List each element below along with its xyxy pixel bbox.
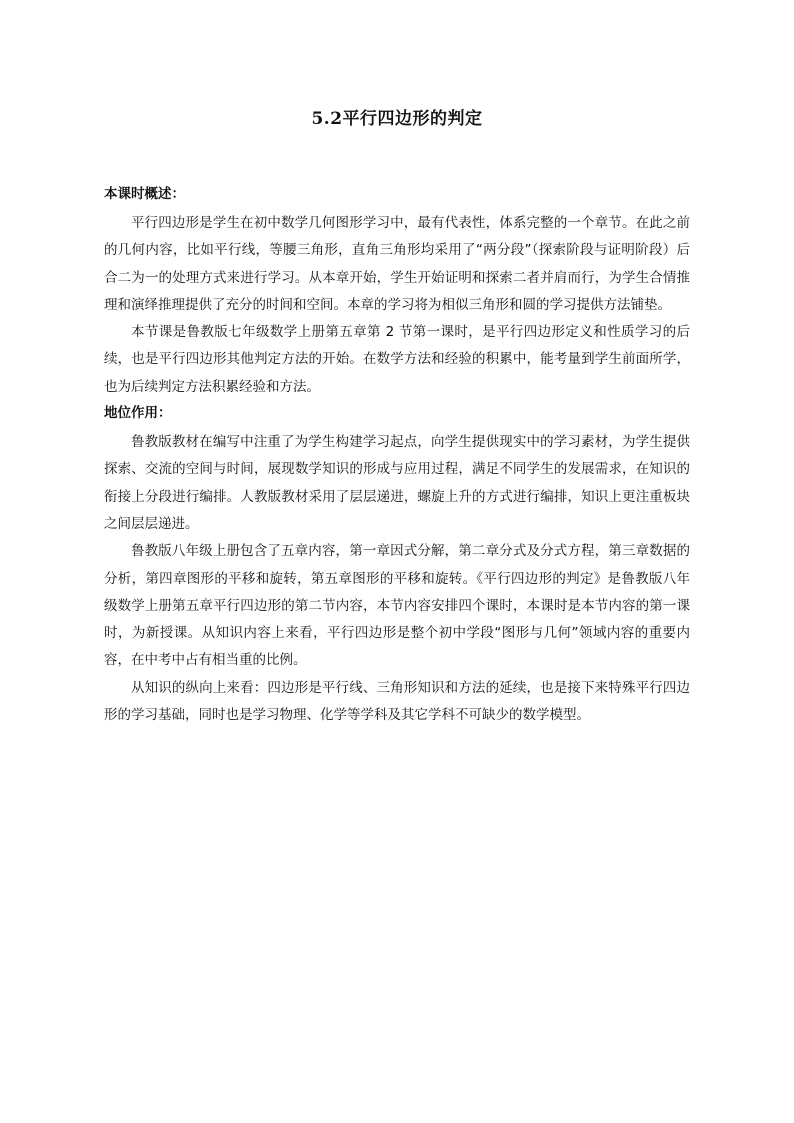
role-section: [104, 403, 690, 729]
document-body: [104, 184, 690, 729]
role-paragraph: 从知识的纵向上来看：四边形是平行线、三角形知识和方法的延续，也是接下来特殊平行四边形的学习基础，同时也是学习物理、化学等学科及其它学科不可缺少的数学模型。: [104, 679, 690, 724]
overview-paragraph: 平行四边形是学生在初中数学几何图形学习中，最有代表性，体系完整的一个章节。在此之前的几何内容，比如平行线，等腰三角形，直角三角形均采用了“两分段”（探索阶段与证明阶段）后合二为一的处理方式来进行学习。从本章开始，学生开始证明和探索二者并肩而行，为学生合情推理和演绎推理提供了充分的时间和空间。本章的学习将为相似三角形和圆的学习提供方法铺垫。: [104, 215, 690, 313]
overview-paragraph: 本节课是鲁教版七年级数学上册第五章第 2 节第一课时，是平行四边形定义和性质学习的后续，也是平行四边形其他判定方法的开始。在数学方法和经验的积累中，能考量到学生前面所学，也为后续判定方法积累经验和方法。: [104, 324, 690, 395]
role-paragraph: 鲁教版教材在编写中注重了为学生构建学习起点，向学生提供现实中的学习素材，为学生提供探索、交流的空间与时间，展现数学知识的形成与应用过程，满足不同学生的发展需求，在知识的衔接上分段进行编排。人教版教材采用了层层递进，螺旋上升的方式进行编排，知识上更注重板块之间层层递进。: [104, 434, 690, 532]
overview-section: [104, 184, 690, 401]
role-heading: 地位作用：: [104, 405, 172, 422]
role-paragraph: 鲁教版八年级上册包含了五章内容，第一章因式分解，第二章分式及分式方程，第三章数据的分析，第四章图形的平移和旋转，第五章图形的平移和旋转。《平行四边形的判定》是鲁教版八年级数学上册第五章平行四边形的第二节内容，本节内容安排四个课时，本课时是本节内容的第一课时，为新授课。从知识内容上来看，平行四边形是整个初中学段“图形与几何”领域内容的重要内容，在中考中占有相当重的比例。: [104, 543, 690, 669]
page-title: 5.2平行四边形的判定: [311, 109, 483, 129]
overview-heading: 本课时概述：: [104, 186, 185, 202]
